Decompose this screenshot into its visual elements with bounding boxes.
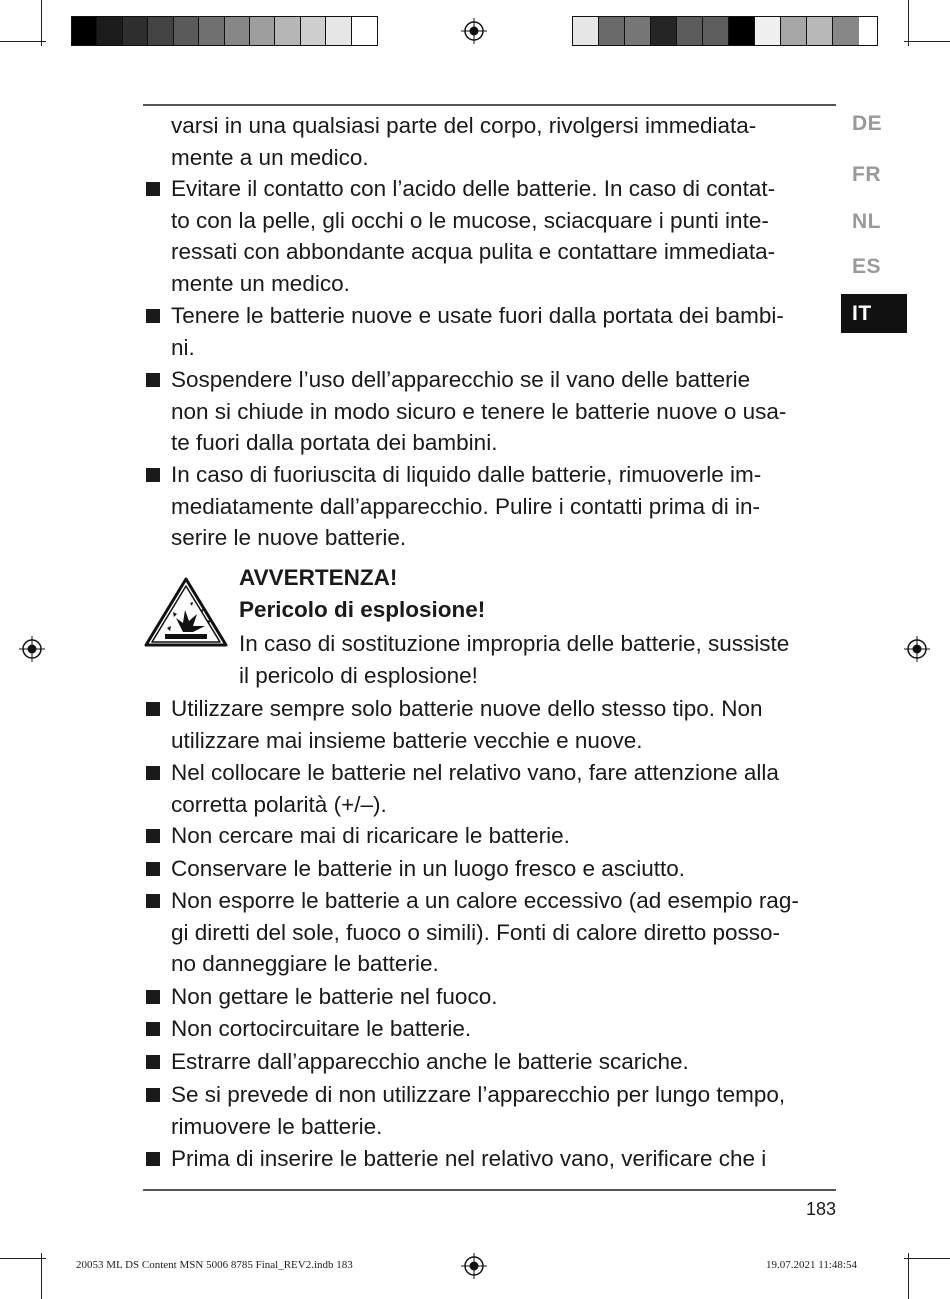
color-swatch [781,17,807,45]
crop-mark [0,41,46,42]
list-item [171,853,836,885]
color-swatch [729,17,755,45]
text-line: In caso di sostituzione impropria delle batterie, sussiste [239,631,790,656]
bullet-marker [146,766,160,780]
language-tab-es[interactable]: ES [852,255,882,278]
bullet-marker [146,990,160,1004]
text-line: te fuori dalla portata dei bambini. [171,430,498,455]
warning-title: AVVERTENZA! [239,565,398,590]
text-line: Sospendere l’uso dell’apparecchio se il vano delle batterie [171,367,751,392]
bullet-marker [146,1088,160,1102]
color-swatch [755,17,781,45]
bullet-marker [146,468,160,482]
bullet-marker [146,702,160,716]
crop-mark [41,1253,42,1299]
text-line: Prima di inserire le batterie nel relativo vano, verificare che i [171,1146,767,1171]
registration-mark-icon [461,1253,487,1279]
crop-mark [904,1258,950,1259]
header-rule [143,104,836,106]
color-swatch [148,17,173,45]
list-item [171,1046,836,1078]
text-line: no danneggiare le batterie. [171,951,439,976]
crop-mark [904,41,950,42]
slug-date: 19.07.2021 11:48:54 [766,1259,857,1271]
text-line: serire le nuove batterie. [171,525,407,550]
page-number: 183 [806,1199,837,1219]
text-line: varsi in una qualsiasi parte del corpo, rivolgersi immediata- [171,113,757,138]
language-tab-fr[interactable]: FR [852,163,881,186]
registration-mark-icon [461,18,487,44]
color-swatch [97,17,122,45]
language-tab-nl[interactable]: NL [852,210,881,233]
text-line: Nel collocare le batterie nel relativo vano, fare attenzione alla [171,760,779,785]
text-line: non si chiude in modo sicuro e tenere le batterie nuove o usa- [171,398,787,424]
registration-mark-icon [19,636,45,662]
color-swatch [225,17,250,45]
text-line: utilizzare mai insieme batterie vecchie e nuove. [171,727,643,753]
color-swatch [326,17,351,45]
list-item [171,885,836,980]
color-swatch [807,17,833,45]
list-item [171,364,836,459]
explosion-warning-icon [143,576,229,648]
list-item [171,820,836,852]
text-line: ressati con abbondante acqua pulita e contattare immediata- [171,239,776,264]
crop-mark [908,1253,909,1299]
color-bar-right [572,16,878,46]
text-line: Tenere le batterie nuove e usate fuori dalla portata dei bambi- [171,303,784,328]
bullet-marker [146,894,160,908]
list-item [171,757,836,820]
color-swatch [625,17,651,45]
color-swatch [123,17,148,45]
color-swatch [651,17,677,45]
color-swatch [677,17,703,45]
color-bar-left [71,16,378,46]
text-line: Utilizzare sempre solo batterie nuove dello stesso tipo. Non [171,696,763,721]
color-swatch [599,17,625,45]
list-item [171,300,836,363]
warning-subtitle: Pericolo di esplosione! [239,597,486,622]
crop-mark [908,0,909,46]
crop-mark [41,0,42,46]
text-line: Non gettare le batterie nel fuoco. [171,984,498,1009]
text-line: ni. [171,334,195,360]
bullet-marker [146,1152,160,1166]
color-swatch [199,17,224,45]
registration-mark-icon [904,636,930,662]
text-line: mente a un medico. [171,144,369,170]
text-line: Evitare il contatto con l’acido delle batterie. In caso di contat- [171,176,776,201]
list-item [171,1013,836,1045]
color-swatch [250,17,275,45]
list-item [171,1079,836,1142]
text-line: Non cortocircuitare le batterie. [171,1016,472,1041]
bullet-marker [146,1022,160,1036]
color-swatch [72,17,97,45]
color-swatch [174,17,199,45]
color-swatch [301,17,326,45]
text-line: Conservare le batterie in un luogo fresco e asciutto. [171,856,686,881]
list-item [171,693,836,756]
language-tab-de[interactable]: DE [852,112,883,135]
text-line: mediatamente dall’apparecchio. Pulire i contatti prima di in- [171,493,761,519]
footer-rule [143,1189,836,1191]
bullet-marker [146,1055,160,1069]
color-swatch [573,17,599,45]
color-swatch [275,17,300,45]
color-swatch [703,17,729,45]
text-line: gi diretti del sole, fuoco o simili). Fonti di calore diretto posso- [171,919,781,945]
bullet-marker [146,309,160,323]
text-line: Se si prevede di non utilizzare l’apparecchio per lungo tempo, [171,1082,786,1107]
color-swatch [352,17,377,45]
bullet-marker [146,829,160,843]
slug-file-info: 20053 ML DS Content MSN 5006 8785 Final_REV2.indb 183 [76,1259,353,1271]
list-item [171,1143,836,1175]
list-item [171,173,836,299]
text-line: mente un medico. [171,270,350,296]
crop-mark [0,1258,46,1259]
bullet-marker [146,182,160,196]
bullet-marker [146,862,160,876]
text-line: Non esporre le batterie a un calore eccessivo (ad esempio rag- [171,888,799,913]
warning-text [239,628,839,691]
bullet-marker [146,373,160,387]
text-line: In caso di fuoriuscita di liquido dalle batterie, rimuoverle im- [171,462,762,487]
list-item [171,981,836,1013]
text-line: rimuovere le batterie. [171,1113,383,1139]
text-line: to con la pelle, gli occhi o le mucose, sciacquare i punti inte- [171,207,769,233]
language-tab-it-active[interactable]: IT [841,294,907,333]
list-item [171,459,836,554]
text-line: Non cercare mai di ricaricare le batterie. [171,823,570,848]
text-line: Estrarre dall’apparecchio anche le batterie scariche. [171,1049,689,1074]
text-line: il pericolo di esplosione! [239,662,478,688]
continuation-text [171,110,836,173]
color-swatch [833,17,859,45]
text-line: corretta polarità (+/–). [171,791,387,817]
